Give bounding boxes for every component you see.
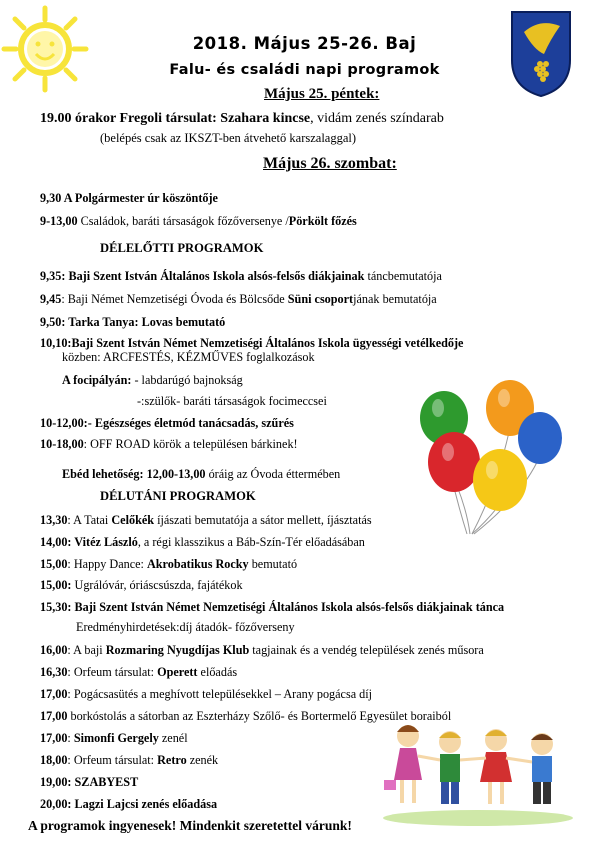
- day1-event-title: órakor Fregoli társulat: Szahara kincse: [71, 111, 311, 126]
- day1-event-desc: , vidám zenés színdarab: [310, 111, 444, 126]
- balloons-icon: [412, 376, 562, 536]
- schedule-item-cont: Eredményhirdetések:díj átadók- főzőverseny: [76, 620, 295, 634]
- schedule-item: 9,50: Tarka Tanya: Lovas bemutató: [40, 315, 226, 329]
- schedule-item: 17,00: Pogácsasütés a meghívott településekkel – Arany pogácsa díj: [40, 687, 373, 701]
- footer-note: A programok ingyenesek! Mindenkit szeretettel várunk!: [28, 818, 352, 833]
- schedule-item: 20,00: Lagzi Lajcsi zenés előadása: [40, 797, 218, 811]
- schedule-item: 13,30: A Tatai Celőkék íjászati bemutatója a sátor mellett, íjásztatás: [40, 513, 372, 527]
- schedule-item: 15,30: Baji Szent István Német Nemzetiségi Általános Iskola alsós-felsős diákjainak tánca: [40, 600, 505, 614]
- schedule-item: 10-18,00: OFF ROAD körök a településen bárkinek!: [40, 437, 298, 451]
- section-heading-afternoon: DÉLUTÁNI PROGRAMOK: [100, 489, 256, 503]
- schedule-item: 14,00: Vitéz László, a régi klasszikus a Báb-Szín-Tér előadásában: [40, 535, 365, 549]
- foci-item-cont: -:szülők- baráti társaságok focimeccsei: [137, 394, 327, 408]
- schedule-item: 19,00: SZABYEST: [40, 775, 139, 789]
- lunch-item: Ebéd lehetőség: 12,00-13,00 óráig az Óvoda éttermében: [62, 467, 341, 481]
- day1-heading: Május 25. péntek:: [264, 86, 380, 102]
- schedule-item: 18,00: Orfeum társulat: Retro zenék: [40, 753, 219, 767]
- children-icon: [378, 718, 578, 828]
- schedule-item: 9,45: Baji Német Nemzetiségi Óvoda és Bölcsőde Süni csoportjának bemutatója: [40, 292, 437, 306]
- schedule-item: 17,00: Simonfi Gergely zenél: [40, 731, 188, 745]
- day1-time: 19.00: [40, 111, 72, 126]
- page-title: 2018. Május 25-26. Baj: [192, 34, 417, 53]
- schedule-item: 17,00 borkóstolás a sátorban az Eszterházy Szőlő- és Bortermelő Egyesület boraiból: [40, 709, 452, 723]
- foci-item: A focipályán: - labdarúgó bajnokság: [62, 373, 243, 387]
- schedule-item: 16,30: Orfeum társulat: Operett előadás: [40, 665, 238, 679]
- schedule-item: 9-13,00 Családok, baráti társaságok főzőversenye /Pörkölt főzés: [40, 214, 357, 228]
- schedule-item-cont: közben: ARCFESTÉS, KÉZMŰVES foglalkozások: [62, 350, 315, 364]
- schedule-item: 10,10:Baji Szent István Német Nemzetiségi Általános Iskola ügyességi vetélkedője: [40, 336, 464, 350]
- section-heading-morning: DÉLELŐTTI PROGRAMOK: [100, 241, 264, 255]
- schedule-item: 16,00: A baji Rozmaring Nyugdíjas Klub tagjainak és a vendég települések zenés műsora: [40, 643, 484, 657]
- schedule-item: 9,35: Baji Szent István Általános Iskola alsós-felsős diákjainak táncbemutatója: [40, 269, 442, 283]
- page-subtitle: Falu- és családi napi programok: [169, 62, 440, 78]
- schedule-item: 10-12,00:- Egészséges életmód tanácsadás, szűrés: [40, 416, 294, 430]
- schedule-item: 15,00: Ugrálóvár, óriáscsúszda, fajátékok: [40, 578, 243, 592]
- schedule-item: 15,00: Happy Dance: Akrobatikus Rocky bemutató: [40, 557, 298, 571]
- schedule-item: 9,30 A Polgármester úr köszöntője: [40, 191, 218, 205]
- day2-heading: Május 26. szombat:: [263, 155, 397, 172]
- day1-note: (belépés csak az IKSZT-ben átvehető karszalaggal): [100, 131, 357, 145]
